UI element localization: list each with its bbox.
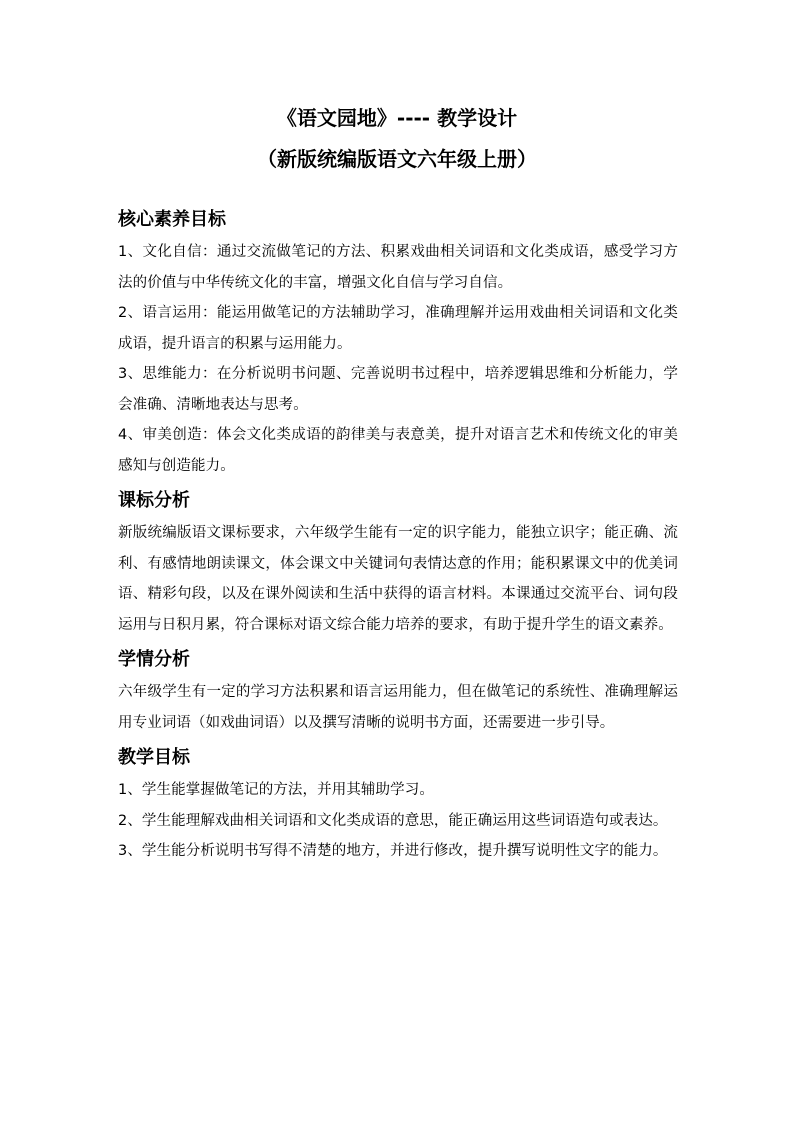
document-body [118, 206, 678, 873]
document-subtitle: （新版统编版语文六年级上册） [257, 147, 537, 171]
section-heading: 核心素养目标 [118, 209, 226, 230]
section-teaching-objectives [118, 744, 678, 867]
paragraph: 新版统编版语文课标要求，六年级学生能有一定的识字能力，能独立识字；能正确、流利、有感情地朗读课文，体会课文中关键词句表情达意的作用；能积累课文中的优美词语、精彩句段，以及在课外阅读和生活中获得的语言材料。本课通过交流平台、词句段运用与日积月累，符合课标对语文综合能力培养的要求，有助于提升学生的语文素养。 [118, 525, 678, 633]
paragraph: 3、思维能力：在分析说明书问题、完善说明书过程中，培养逻辑思维和分析能力，学会准确、清晰地表达与思考。 [118, 366, 678, 413]
paragraph: 1、学生能掌握做笔记的方法，并用其辅助学习。 [118, 782, 434, 798]
paragraph: 3、学生能分析说明书写得不清楚的地方，并进行修改，提升撰写说明性文字的能力。 [118, 843, 668, 859]
section-learner-analysis [118, 646, 678, 738]
document-title: 《语文园地》---- 教学设计 [276, 106, 518, 130]
section-heading: 学情分析 [118, 649, 190, 670]
paragraph: 4、审美创造：体会文化类成语的韵律美与表意美，提升对语言艺术和传统文化的审美感知与创造能力。 [118, 427, 678, 474]
section-heading: 教学目标 [118, 747, 190, 768]
section-curriculum-analysis [118, 487, 678, 640]
section-heading: 课标分析 [118, 490, 190, 511]
paragraph: 2、学生能理解戏曲相关词语和文化类成语的意思，能正确运用这些词语造句或表达。 [118, 812, 668, 829]
paragraph: 1、文化自信：通过交流做笔记的方法、积累戏曲相关词语和文化类成语，感受学习方法的价值与中华传统文化的丰富，增强文化自信与学习自信。 [118, 244, 678, 291]
paragraph: 六年级学生有一定的学习方法积累和语言运用能力，但在做笔记的系统性、准确理解运用专业词语（如戏曲词语）以及撰写清晰的说明书方面，还需要进一步引导。 [118, 684, 678, 731]
section-core-literacy-goals [118, 206, 678, 481]
paragraph: 2、语言运用：能运用做笔记的方法辅助学习，准确理解并运用戏曲相关词语和文化类成语，提升语言的积累与运用能力。 [118, 305, 678, 352]
